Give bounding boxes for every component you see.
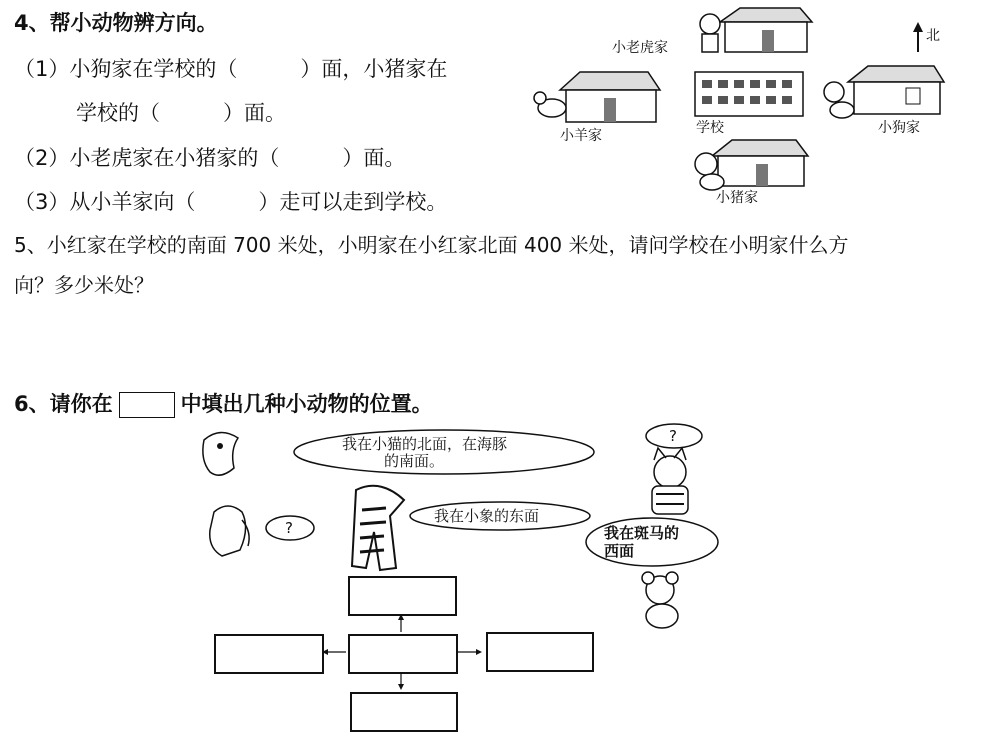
q6-suffix: 中填出几种小动物的位置。	[180, 392, 433, 416]
pig-home-label: 小猪家	[716, 190, 758, 206]
tiger-home-label: 小老虎家	[612, 40, 668, 56]
arrow-left-icon	[322, 649, 346, 655]
q6-example-box	[119, 392, 175, 418]
q4-item3: （3）从小羊家向（ ）走可以走到学校。	[14, 190, 448, 214]
position-box-center[interactable]	[348, 634, 458, 674]
cat-icon	[652, 448, 688, 514]
zebra-icon	[352, 486, 404, 570]
question-mark-right: ?	[669, 427, 677, 445]
question-mark-left: ?	[285, 519, 293, 537]
elephant-icon	[210, 506, 249, 556]
question-bubble-left-icon	[266, 516, 314, 540]
pig-house-icon	[712, 140, 808, 186]
question-bubble-right-icon	[646, 424, 702, 448]
position-box-north[interactable]	[348, 576, 457, 616]
school-building-icon	[695, 72, 803, 116]
bubble-right-line1: 我在斑马的	[604, 524, 680, 542]
north-arrow-icon	[913, 22, 923, 52]
bubble-right-line2: 西面	[604, 542, 635, 560]
q4-item2: （2）小老虎家在小猪家的（ ）面。	[14, 146, 406, 170]
animal-scene	[190, 420, 750, 635]
position-box-east[interactable]	[486, 632, 594, 672]
q5-line1: 5、小红家在学校的南面 700 米处，小明家在小红家北面 400 米处，请问学校在小明家什么方	[14, 233, 849, 257]
q6-instruction	[14, 391, 433, 418]
direction-map	[530, 0, 980, 215]
dog-icon	[824, 82, 854, 118]
speech-bubble-top	[294, 430, 594, 474]
bubble-top-line1: 我在小猫的北面，在海豚	[342, 435, 508, 453]
q4-item1-line1: （1）小狗家在学校的（ ）面，小猪家在	[14, 57, 448, 81]
q5-line2: 向？多少米处？	[14, 273, 154, 297]
dog-home-label: 小狗家	[878, 120, 920, 136]
q4-item1-line2: 学校的（ ）面。	[76, 101, 286, 125]
arrow-down-icon	[398, 672, 404, 690]
position-box-west[interactable]	[214, 634, 324, 674]
sheep-home-label: 小羊家	[560, 128, 602, 144]
q6-prefix: 6、请你在	[14, 392, 113, 416]
school-label: 学校	[696, 120, 724, 136]
position-box-south[interactable]	[350, 692, 458, 732]
sheep-icon	[534, 92, 566, 117]
north-label: 北	[926, 28, 940, 44]
mouse-icon	[642, 572, 678, 628]
q4-title: 4、帮小动物辨方向。	[14, 11, 218, 35]
tiger-icon	[700, 14, 720, 52]
speech-bubble-right	[586, 518, 718, 566]
bubble-top-line2: 的南面。	[384, 452, 445, 470]
dolphin-icon	[203, 432, 238, 475]
sheep-house-icon	[560, 72, 660, 122]
speech-bubble-middle	[410, 502, 590, 530]
arrow-right-icon	[456, 649, 482, 655]
tiger-house-icon	[720, 8, 812, 52]
bubble-middle-text: 我在小象的东面	[434, 507, 540, 525]
dog-house-icon	[848, 66, 944, 114]
